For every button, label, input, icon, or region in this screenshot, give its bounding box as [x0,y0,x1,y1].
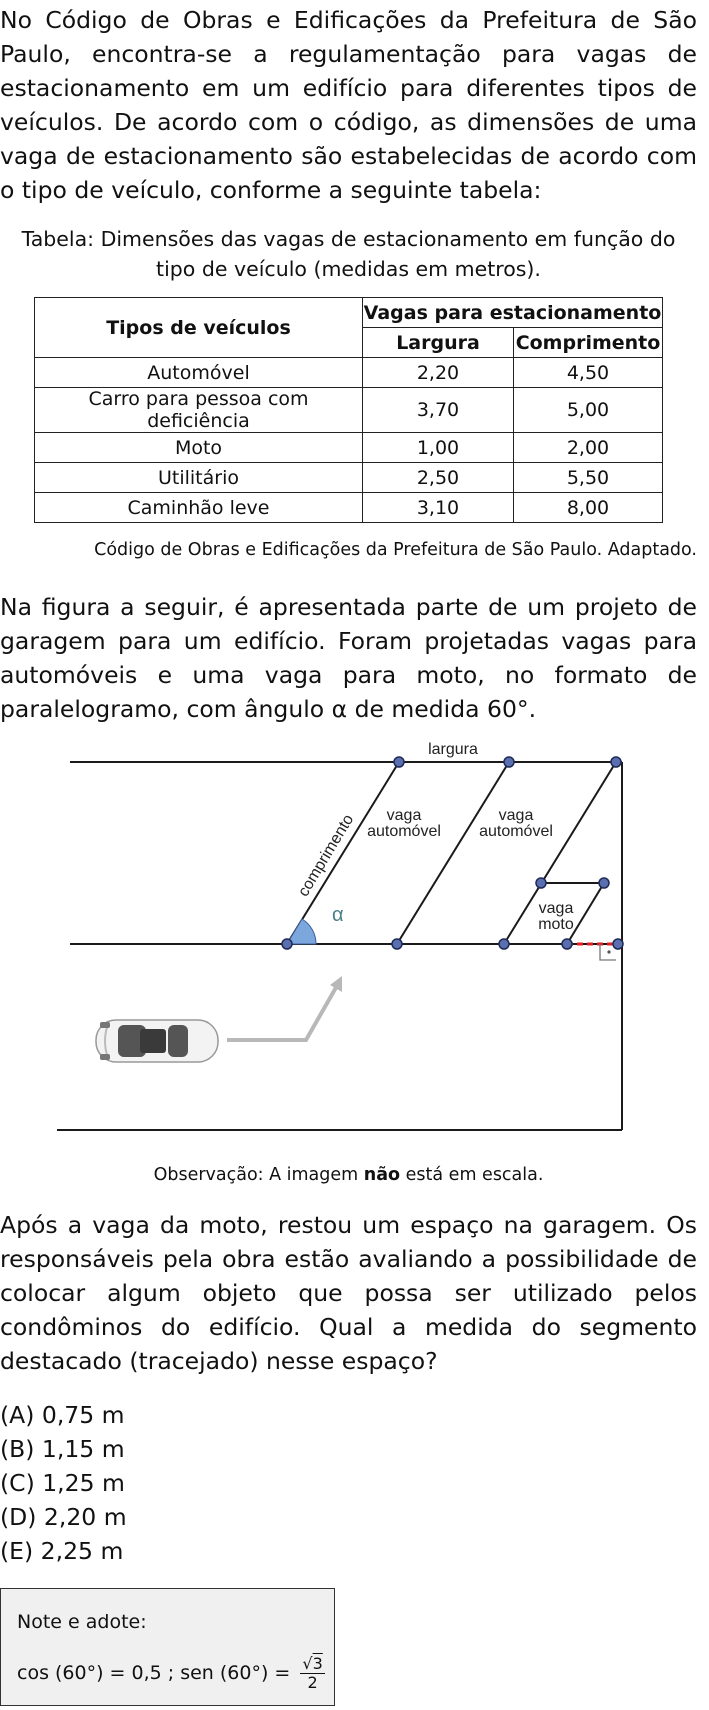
note-box [0,1588,335,1706]
sqrt-radicand: 3 [312,1654,323,1673]
width-cell: 1,00 [363,433,514,463]
label-vaga-moto-vaga: vaga [538,900,574,917]
vertex-point [599,878,609,888]
vertex-point [611,757,621,767]
vertex-point [499,939,509,949]
formula-text: cos (60°) = 0,5 ; sen (60°) = [17,1662,297,1684]
option-b[interactable]: (B) 1,15 m [0,1435,125,1463]
fraction-denominator: 2 [307,1673,318,1692]
parking-dimensions-table [34,297,663,523]
vertex-point [282,939,292,949]
vehicle-cell: Utilitário [35,463,363,493]
table-row [35,388,663,433]
label-largura: largura [428,741,478,758]
question-paragraph: Após a vaga da moto, restou um espaço na garagem. Os responsáveis pela obra estão avaliando a possibilidade de colocar algum objeto que possa ser utilizado pelos condôminos do edifício. Qual a medida do segmento destacado (tracejado) nesse espaço? [0,1211,697,1375]
width-cell: 3,70 [363,388,514,433]
vertex-point [504,757,514,767]
option-e[interactable]: (E) 2,25 m [0,1537,124,1565]
header-width: Largura [363,328,514,358]
length-cell: 8,00 [514,493,663,523]
label-alpha: α [332,904,344,926]
table-row [35,358,663,388]
width-cell: 2,20 [363,358,514,388]
length-cell: 4,50 [514,358,663,388]
header-length: Comprimento [514,328,663,358]
vertex-point [562,939,572,949]
vertex-point [536,878,546,888]
table-row [35,463,663,493]
vertex-point [394,757,404,767]
note-title: Note e adote: [17,1611,147,1633]
width-cell: 3,10 [363,493,514,523]
parking-divider-2 [397,762,509,944]
car-icon [96,1020,218,1062]
observation-prefix: Observação: A imagem [153,1165,364,1185]
length-cell: 5,00 [514,388,663,433]
length-cell: 2,00 [514,433,663,463]
table-caption: Tabela: Dimensões das vagas de estacionamento em função do tipo de veículo (medidas em metros). [21,227,676,281]
garage-diagram [0,730,709,1140]
label-comprimento: comprimento [295,811,358,900]
sqrt3-over-2-fraction [300,1655,324,1692]
observation-bold: não [363,1165,401,1185]
option-c[interactable]: (C) 1,25 m [0,1469,125,1497]
length-cell: 5,50 [514,463,663,493]
width-cell: 2,50 [363,463,514,493]
vehicle-cell: Moto [35,433,363,463]
sqrt-symbol: √ [302,1654,313,1673]
table-row [35,433,663,463]
vehicle-cell: Caminhão leve [35,493,363,523]
option-a[interactable]: (A) 0,75 m [0,1401,125,1429]
vertex-point [613,939,623,949]
table-row [35,493,663,523]
observation-suffix: está em escala. [400,1165,544,1185]
table-source: Código de Obras e Edificações da Prefeitura de São Paulo. Adaptado. [94,540,697,560]
header-vehicle-types: Tipos de veículos [35,298,363,358]
observation-note [0,1165,697,1185]
label-vaga-automovel-1-vaga: vaga [386,807,422,824]
intro-paragraph: No Código de Obras e Edificações da Prefeitura de São Paulo, encontra-se a regulamentação para vagas de estacionamento em um edifício para diferentes tipos de veículos. De acordo com o código, as dimensões de uma vaga de estacionamento são estabelecidas de acordo com o tipo de veículo, conforme a seguinte tabela: [0,6,697,204]
answer-options [0,1398,127,1568]
label-vaga-automovel-1-automovel: automóvel [367,823,441,840]
figure-paragraph: Na figura a seguir, é apresentada parte de um projeto de garagem para um edifício. Foram projetadas vagas para automóveis e uma vaga para moto, no formato de paralelogramo, com ângulo α de medida 60°. [0,593,697,723]
note-formula [17,1655,325,1692]
option-d[interactable]: (D) 2,20 m [0,1503,127,1531]
label-vaga-automovel-2-vaga: vaga [498,807,534,824]
vehicle-cell: Automóvel [35,358,363,388]
direction-arrow-icon [227,984,338,1040]
header-parking-spaces: Vagas para estacionamento [363,298,663,328]
label-vaga-automovel-2-automovel: automóvel [479,823,553,840]
vertex-point [392,939,402,949]
vehicle-cell: Carro para pessoa com deficiência [35,388,363,433]
label-vaga-moto-moto: moto [538,916,574,933]
